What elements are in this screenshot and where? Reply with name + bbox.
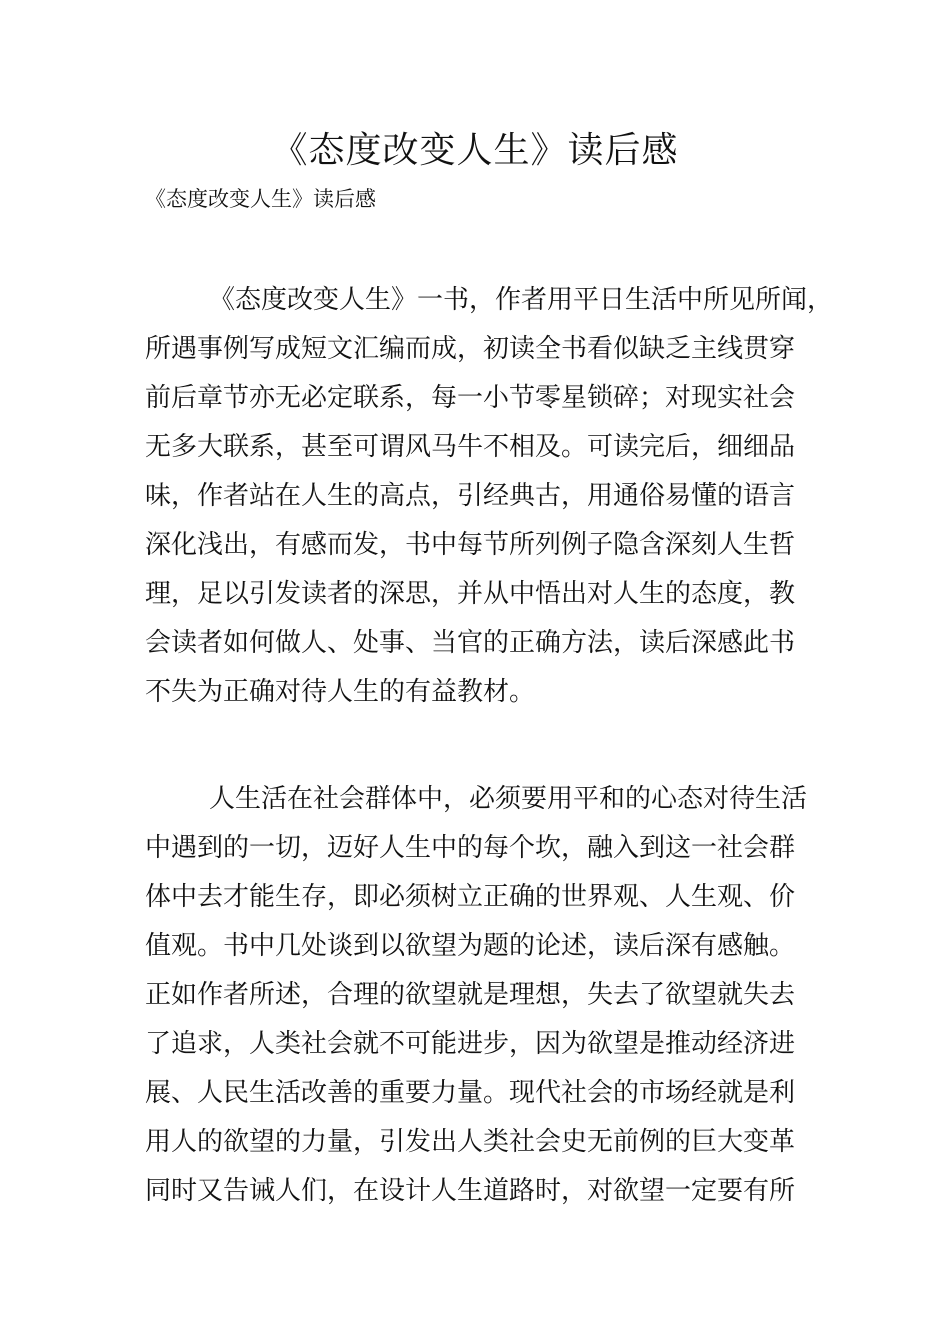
document-subtitle: 《态度改变人生》读后感: [145, 187, 376, 211]
paragraph-line: 人生活在社会群体中，必须要用平和的心态对待生活: [209, 784, 808, 814]
paragraph-line: 味，作者站在人生的高点，引经典古，用通俗易懂的语言: [145, 481, 796, 511]
paragraph-line: 前后章节亦无必定联系，每一小节零星锁碎；对现实社会: [145, 383, 796, 413]
paragraph-line: 理，足以引发读者的深思，并从中悟出对人生的态度，教: [145, 579, 796, 609]
paragraph-line: 无多大联系，甚至可谓风马牛不相及。可读完后，细细品: [145, 432, 796, 462]
paragraph-line: 体中去才能生存，即必须树立正确的世界观、人生观、价: [145, 882, 796, 912]
paragraph-1: [145, 276, 833, 717]
paragraph-line: 展、人民生活改善的重要力量。现代社会的市场经就是利: [145, 1078, 796, 1108]
paragraph-line: 会读者如何做人、处事、当官的正确方法，读后深感此书: [145, 628, 796, 658]
paragraph-line: 不失为正确对待人生的有益教材。: [145, 677, 536, 707]
paragraph-2: [145, 775, 807, 1216]
paragraph-line: 正如作者所述，合理的欲望就是理想，失去了欲望就失去: [145, 980, 796, 1010]
paragraph-line: 所遇事例写成短文汇编而成，初读全书看似缺乏主线贯穿: [145, 334, 796, 364]
paragraph-line: 用人的欲望的力量，引发出人类社会史无前例的巨大变革: [145, 1127, 796, 1157]
paragraph-line: 深化浅出，有感而发，书中每节所列例子隐含深刻人生哲: [145, 530, 796, 560]
paragraph-line: 同时又告诫人们，在设计人生道路时，对欲望一定要有所: [145, 1176, 796, 1206]
paragraph-line: 中遇到的一切，迈好人生中的每个坎，融入到这一社会群: [145, 833, 796, 863]
paragraph-line: 《态度改变人生》一书，作者用平日生活中所见所闻，: [209, 285, 834, 315]
document-title: 《态度改变人生》读后感: [271, 130, 679, 171]
paragraph-line: 了追求，人类社会就不可能进步，因为欲望是推动经济进: [145, 1029, 796, 1059]
paragraph-line: 值观。书中几处谈到以欲望为题的论述，读后深有感触。: [145, 931, 796, 961]
